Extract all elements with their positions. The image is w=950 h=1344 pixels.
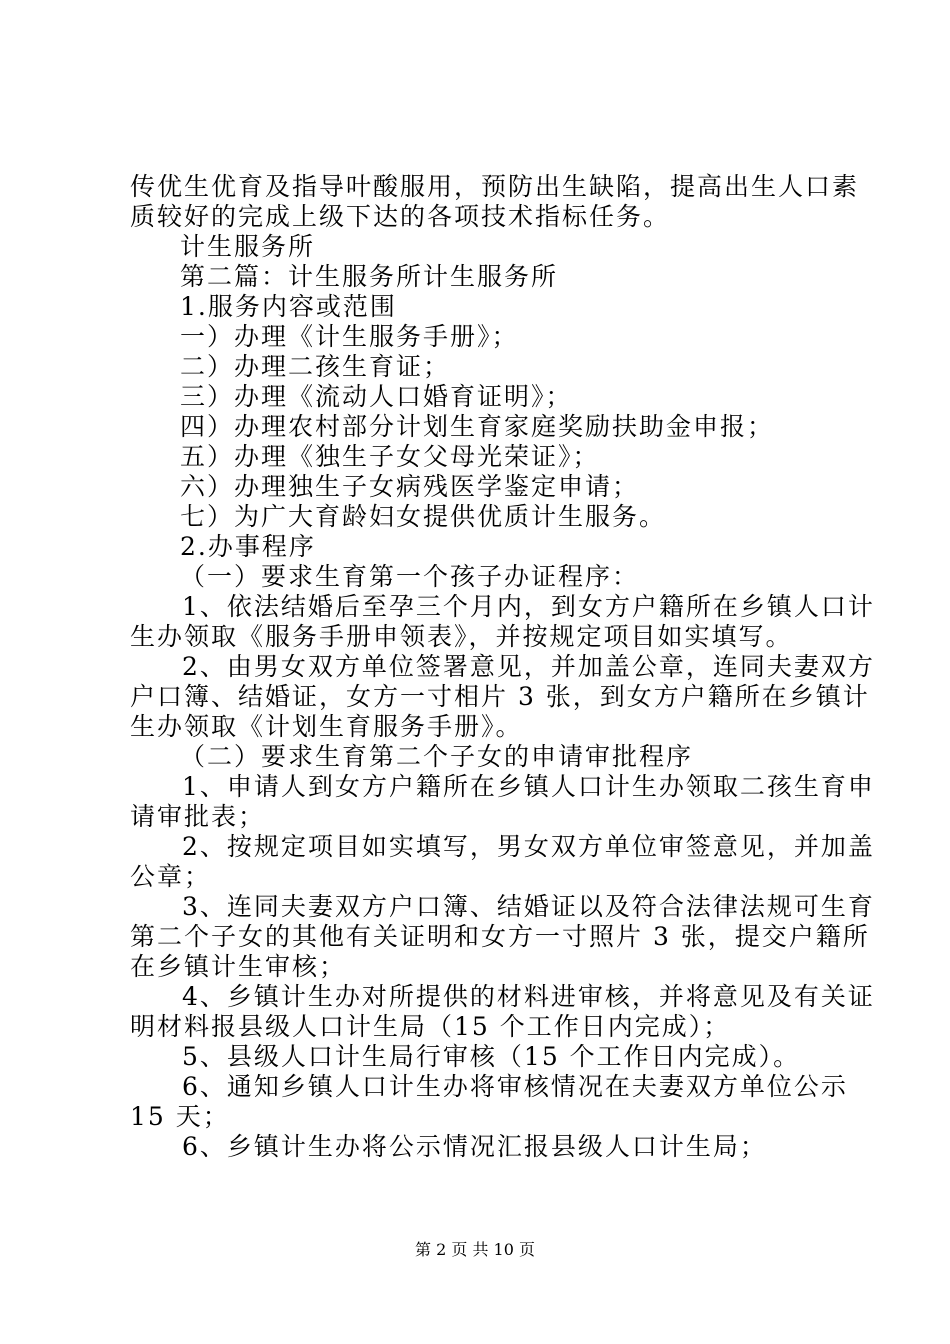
text-line: 质较好的完成上级下达的各项技术指标任务。 [130, 202, 671, 231]
text-line: 6、通知乡镇人口计生办将审核情况在夫妻双方单位公示 [182, 1072, 848, 1101]
text-line: 15 天； [130, 1102, 230, 1131]
section-heading: 2.办事程序 [180, 532, 316, 561]
text-line: 2、由男女双方单位签署意见，并加盖公章，连同夫妻双方 [182, 652, 875, 681]
text-line: 生办领取《计划生育服务手册》。 [130, 712, 523, 741]
list-item: 七）为广大育龄妇女提供优质计生服务。 [180, 502, 667, 531]
text-line: 5、县级人口计生局行审核（15 个工作日内完成）。 [182, 1042, 801, 1071]
text-line: 在乡镇计生审核； [130, 952, 347, 981]
subsection-heading: （二）要求生育第二个子女的申请审批程序 [180, 742, 694, 771]
text-line: 第二个子女的其他有关证明和女方一寸照片 3 张，提交户籍所 [130, 922, 870, 951]
text-line: 生办领取《服务手册申领表》，并按规定项目如实填写。 [130, 622, 793, 651]
section-title: 计生服务所 [180, 232, 316, 261]
text-line: 4、乡镇计生办对所提供的材料进审核，并将意见及有关证 [182, 982, 875, 1011]
text-line: 6、乡镇计生办将公示情况汇报县级人口计生局； [182, 1132, 767, 1161]
text-line: 3、连同夫妻双方户口簿、结婚证以及符合法律法规可生育 [182, 892, 875, 921]
text-line: 2、按规定项目如实填写，男女双方单位审签意见，并加盖 [182, 832, 875, 861]
page-number-footer: 第 2 页 共 10 页 [415, 1240, 535, 1259]
text-line: 传优生优育及指导叶酸服用，预防出生缺陷，提高出生人口素 [130, 172, 860, 201]
text-line: 明材料报县级人口计生局（15 个工作日内完成）； [130, 1012, 731, 1041]
text-line: 1、申请人到女方户籍所在乡镇人口计生办领取二孩生育申 [182, 772, 875, 801]
text-line: 请审批表； [130, 802, 266, 831]
list-item: 二）办理二孩生育证； [180, 352, 451, 381]
document-body [130, 172, 875, 1162]
list-item: 五）办理《独生子女父母光荣证》； [180, 442, 600, 471]
subsection-heading: （一）要求生育第一个孩子办证程序： [180, 562, 640, 591]
list-item: 三）办理《流动人口婚育证明》； [180, 382, 573, 411]
list-item: 一）办理《计生服务手册》； [180, 322, 519, 351]
text-line: 户口簿、结婚证，女方一寸相片 3 张，到女方户籍所在乡镇计 [130, 682, 870, 711]
list-item: 六）办理独生子女病残医学鉴定申请； [180, 472, 640, 501]
text-line: 1、依法结婚后至孕三个月内，到女方户籍所在乡镇人口计 [182, 592, 875, 621]
section-heading: 1.服务内容或范围 [180, 292, 397, 321]
chapter-title: 第二篇：计生服务所计生服务所 [180, 262, 559, 291]
list-item: 四）办理农村部分计划生育家庭奖励扶助金申报； [180, 412, 775, 441]
text-line: 公章； [130, 862, 212, 891]
